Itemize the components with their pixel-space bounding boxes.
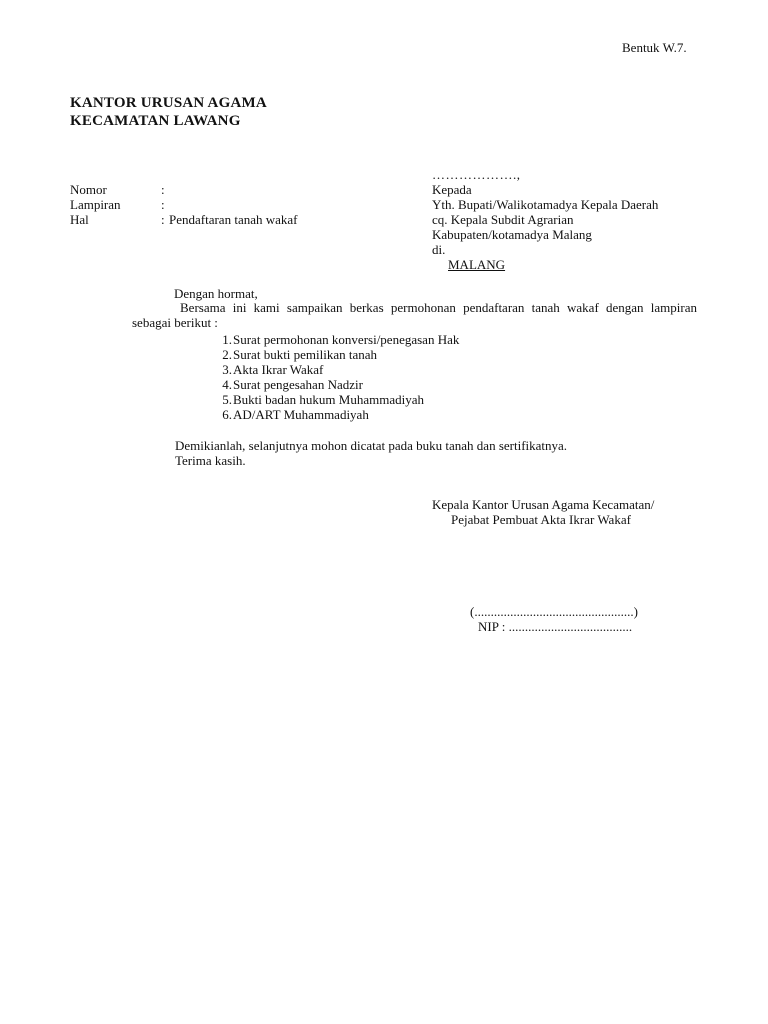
meta-colon: : — [161, 212, 165, 227]
date-placeholder: ………………., — [432, 167, 521, 182]
list-text: Surat pengesahan Nadzir — [233, 377, 363, 392]
list-number: 1. — [222, 332, 232, 347]
list-number: 2. — [222, 347, 232, 362]
recipient-line: cq. Kepala Subdit Agrarian — [432, 212, 574, 227]
office-district: KECAMATAN LAWANG — [70, 113, 241, 129]
list-text: Surat bukti pemilikan tanah — [233, 347, 378, 362]
list-text: AD/ART Muhammadiyah — [233, 407, 369, 422]
list-text: Akta Ikrar Wakaf — [233, 362, 324, 377]
list-number: 5. — [222, 392, 232, 407]
recipient-to: Kepada — [432, 182, 472, 197]
meta-colon: : — [161, 197, 165, 212]
list-text: Bukti badan hukum Muhammadiyah — [233, 392, 425, 407]
list-text: Surat permohonan konversi/penegasan Hak — [233, 332, 460, 347]
recipient-line: di. — [432, 242, 446, 257]
signature-subtitle: Pejabat Pembuat Akta Ikrar Wakaf — [451, 512, 631, 527]
office-name: KANTOR URUSAN AGAMA — [70, 95, 267, 111]
intro-paragraph: Bersama ini kami sampaikan berkas permohonan pendaftaran tanah wakaf dengan lampiran sebagai berikut : — [132, 300, 697, 330]
recipient-line: Kabupaten/kotamadya Malang — [432, 227, 592, 242]
recipient-line: Yth. Bupati/Walikotamadya Kepala Daerah — [432, 197, 659, 212]
meta-label: Nomor — [70, 182, 107, 197]
meta-label: Lampiran — [70, 197, 121, 212]
list-number: 6. — [222, 407, 232, 422]
greeting: Dengan hormat, — [174, 286, 258, 301]
signature-title: Kepala Kantor Urusan Agama Kecamatan/ — [432, 497, 655, 512]
signature-name-placeholder: (.................................................) — [470, 604, 638, 619]
recipient-destination: MALANG — [448, 257, 506, 272]
meta-value-subject: Pendaftaran tanah wakaf — [169, 212, 298, 227]
meta-colon: : — [161, 182, 165, 197]
list-number: 4. — [222, 377, 232, 392]
form-code: Bentuk W.7. — [622, 40, 687, 55]
list-number: 3. — [222, 362, 232, 377]
closing-sentence: Demikianlah, selanjutnya mohon dicatat pada buku tanah dan sertifikatnya. — [175, 438, 568, 453]
signature-nip: NIP : ...................................... — [478, 619, 633, 634]
closing-thanks: Terima kasih. — [175, 453, 246, 468]
meta-label: Hal — [70, 212, 89, 227]
